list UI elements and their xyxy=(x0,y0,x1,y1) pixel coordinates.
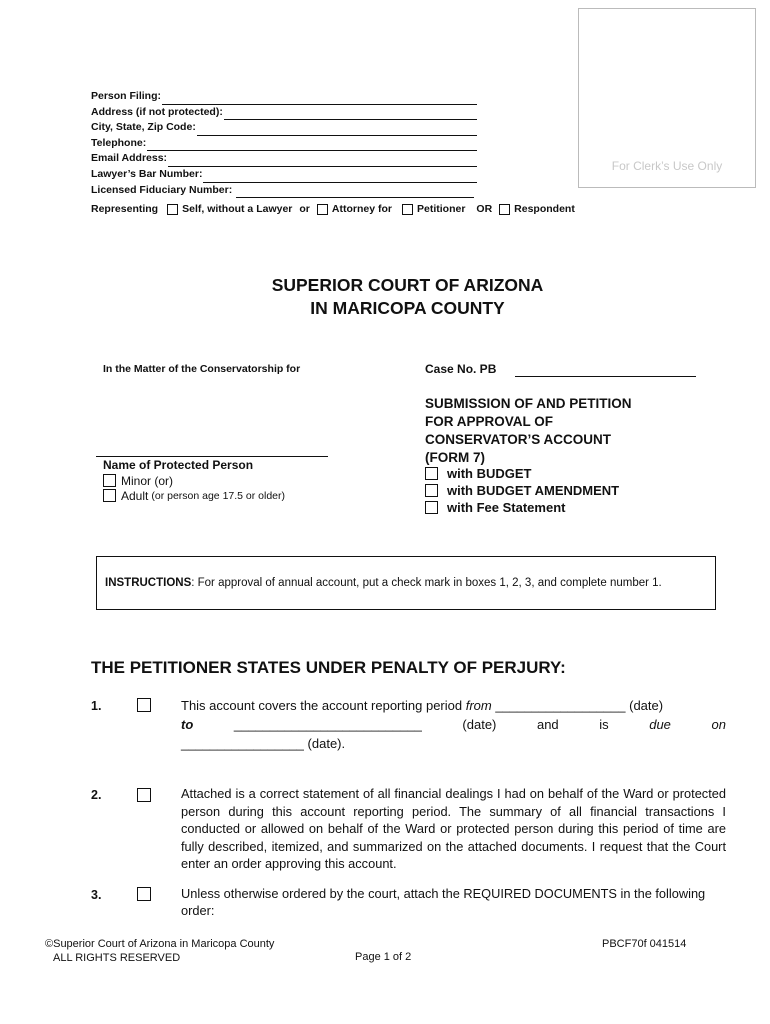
self-checkbox[interactable] xyxy=(167,204,178,215)
item1-due: due xyxy=(649,717,671,732)
footer-copyright: ©Superior Court of Arizona in Maricopa County xyxy=(45,938,275,950)
clerk-use-label: For Clerk’s Use Only xyxy=(611,159,723,173)
adult-label: Adult xyxy=(121,488,149,503)
item1-blank[interactable]: _________________ xyxy=(181,736,304,751)
case-number-line[interactable] xyxy=(515,376,696,377)
item2-checkbox[interactable] xyxy=(137,788,151,802)
item1-is: is xyxy=(599,717,609,732)
adult-note: (or person age 17.5 or older) xyxy=(151,489,286,502)
item1-blank[interactable]: __________________________ xyxy=(233,717,422,732)
filer-input-line[interactable] xyxy=(197,125,477,136)
filer-input-line[interactable] xyxy=(162,94,477,105)
budget-label: with BUDGET xyxy=(447,465,532,481)
adult-checkbox[interactable] xyxy=(103,489,116,502)
representing-row xyxy=(91,203,575,215)
attorney-label: Attorney for xyxy=(331,203,392,215)
item3-checkbox[interactable] xyxy=(137,887,151,901)
filer-label: Email Address: xyxy=(91,152,168,165)
item1-blank[interactable]: __________________ xyxy=(495,698,626,713)
or-text: or xyxy=(299,203,310,215)
petitioner-checkbox[interactable] xyxy=(402,204,413,215)
protected-person-name-line[interactable] xyxy=(96,456,328,457)
footer-rights: ALL RIGHTS RESERVED xyxy=(53,952,181,964)
filer-label: City, State, Zip Code: xyxy=(91,121,196,134)
budget-amendment-checkbox[interactable] xyxy=(425,484,438,497)
proceeding-title-line: (FORM 7) xyxy=(425,450,485,465)
instructions-body: : For approval of annual account, put a check mark in boxes 1, 2, 3, and complete number 1. xyxy=(191,577,662,589)
item-number: 2. xyxy=(91,788,102,802)
item1-date-label: (date) xyxy=(462,717,497,732)
item1-to: to xyxy=(181,717,194,732)
filer-row-city-state-zip xyxy=(91,120,481,136)
court-title-line1: SUPERIOR COURT OF ARIZONA xyxy=(271,275,544,295)
budget-checkbox[interactable] xyxy=(425,467,438,480)
filer-input-line[interactable] xyxy=(236,187,474,198)
item1-from: from xyxy=(465,698,492,713)
filer-row-email xyxy=(91,151,481,167)
fee-statement-label: with Fee Statement xyxy=(447,499,566,515)
instructions-text xyxy=(105,577,662,589)
filer-label: Licensed Fiduciary Number: xyxy=(91,183,233,196)
proceeding-title-line: CONSERVATOR’S ACCOUNT xyxy=(425,432,612,447)
proceeding-title-line: SUBMISSION OF AND PETITION xyxy=(425,396,632,411)
court-title-line2: IN MARICOPA COUNTY xyxy=(310,298,505,318)
budget-amendment-label: with BUDGET AMENDMENT xyxy=(447,482,620,498)
attorney-checkbox[interactable] xyxy=(317,204,328,215)
respondent-checkbox[interactable] xyxy=(499,204,510,215)
filer-row-bar-number xyxy=(91,167,481,183)
filer-row-address xyxy=(91,105,481,121)
filer-row-person-filing xyxy=(91,89,481,105)
minor-checkbox[interactable] xyxy=(103,474,116,487)
item2-text: Attached is a correct statement of all financial dealings I had on behalf of the Ward or protected person during this account reporting period. The summary of all financial transactions I conducted or allowed on behalf of the Ward or protected person during this period of time are fully described, itemized, and summarized on the attached documents. I request that the Court enter an order approving this account. xyxy=(181,786,726,871)
item1-date-label: (date). xyxy=(307,736,346,751)
item1-checkbox[interactable] xyxy=(137,698,151,712)
filer-info-block xyxy=(91,89,481,198)
item-number: 3. xyxy=(91,888,102,902)
or-text: OR xyxy=(476,203,493,215)
filer-input-line[interactable] xyxy=(147,140,477,151)
fee-statement-checkbox[interactable] xyxy=(425,501,438,514)
proceeding-title-line: FOR APPROVAL OF xyxy=(425,414,554,429)
perjury-heading: THE PETITIONER STATES UNDER PENALTY OF PERJURY: xyxy=(91,658,566,677)
filer-row-fiduciary-number xyxy=(91,183,481,199)
protected-person-label: Name of Protected Person xyxy=(103,458,254,472)
proceeding-title xyxy=(425,395,632,516)
footer-page-number: Page 1 of 2 xyxy=(355,951,412,963)
item1-intro: This account covers the account reporting period xyxy=(181,698,463,713)
item3-text: Unless otherwise ordered by the court, attach the REQUIRED DOCUMENTS in the following order: xyxy=(181,886,706,918)
filer-row-telephone xyxy=(91,136,481,152)
item1-on: on xyxy=(711,717,726,732)
self-label: Self, without a Lawyer xyxy=(182,203,293,215)
respondent-label: Respondent xyxy=(514,203,575,215)
filer-input-line[interactable] xyxy=(224,109,477,120)
filer-input-line[interactable] xyxy=(203,172,477,183)
item1-text xyxy=(181,696,726,753)
minor-label: Minor (or) xyxy=(121,473,174,488)
instructions-label: INSTRUCTIONS xyxy=(105,577,192,589)
filer-label: Address (if not protected): xyxy=(91,105,223,118)
petitioner-label: Petitioner xyxy=(416,203,466,215)
item-number: 1. xyxy=(91,699,102,713)
clerk-use-box xyxy=(578,8,756,188)
item1-and: and xyxy=(536,717,559,732)
instructions-box xyxy=(96,556,716,610)
filer-label: Person Filing: xyxy=(91,90,162,102)
filer-label: Lawyer’s Bar Number: xyxy=(91,167,203,180)
filer-input-line[interactable] xyxy=(168,156,477,167)
representing-label: Representing xyxy=(91,203,159,215)
case-number-label: Case No. PB xyxy=(425,362,497,376)
item1-date-label: (date) xyxy=(629,698,664,713)
matter-label: In the Matter of the Conservatorship for xyxy=(103,363,301,375)
filer-label: Telephone: xyxy=(91,136,147,149)
footer-form-code: PBCF70f 041514 xyxy=(602,938,687,950)
protected-person-block xyxy=(103,458,285,503)
